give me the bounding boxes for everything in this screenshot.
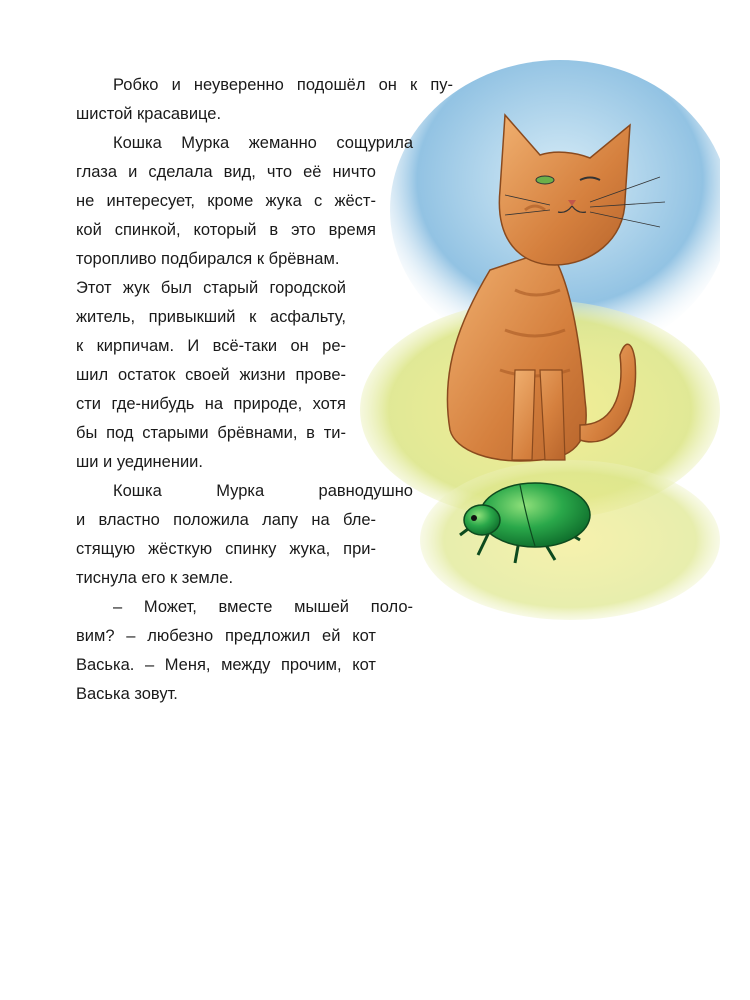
text-line: торопливо подбирался к брёвнам. [76, 250, 340, 268]
text-line: Робко и неуверенно подошёл он к пу- [113, 76, 453, 94]
text-line: сти где-нибудь на природе, хотя [76, 395, 346, 413]
text-line: Кошка Мурка жеманно сощурила [113, 134, 413, 152]
text-line: житель, привыкший к асфальту, [76, 308, 346, 326]
text-line: Кошка Мурка равнодушно [113, 482, 413, 500]
cat-eye-left [536, 176, 554, 184]
text-line: шил остаток своей жизни прове- [76, 366, 346, 384]
text-line: глаза и сделала вид, что её ничто [76, 163, 376, 181]
text-line: Васька. – Меня, между прочим, кот [76, 656, 376, 674]
text-line: Васька зовут. [76, 685, 178, 703]
text-line: бы под старыми брёвнами, в ти- [76, 424, 346, 442]
text-line: тиснула его к земле. [76, 569, 234, 587]
text-line: – Может, вместе мышей поло- [113, 598, 413, 616]
text-line: шистой красавице. [76, 105, 222, 123]
text-line: стящую жёсткую спинку жука, при- [76, 540, 376, 558]
text-line: кой спинкой, который в это время [76, 221, 376, 239]
text-line: вим? – любезно предложил ей кот [76, 627, 376, 645]
text-line: ши и уединении. [76, 453, 203, 471]
text-line: и властно положила лапу на бле- [76, 511, 376, 529]
text-line: Этот жук был старый городской [76, 279, 346, 297]
text-line: к кирпичам. И всё-таки он ре- [76, 337, 346, 355]
text-line: не интересует, кроме жука с жёст- [76, 192, 376, 210]
